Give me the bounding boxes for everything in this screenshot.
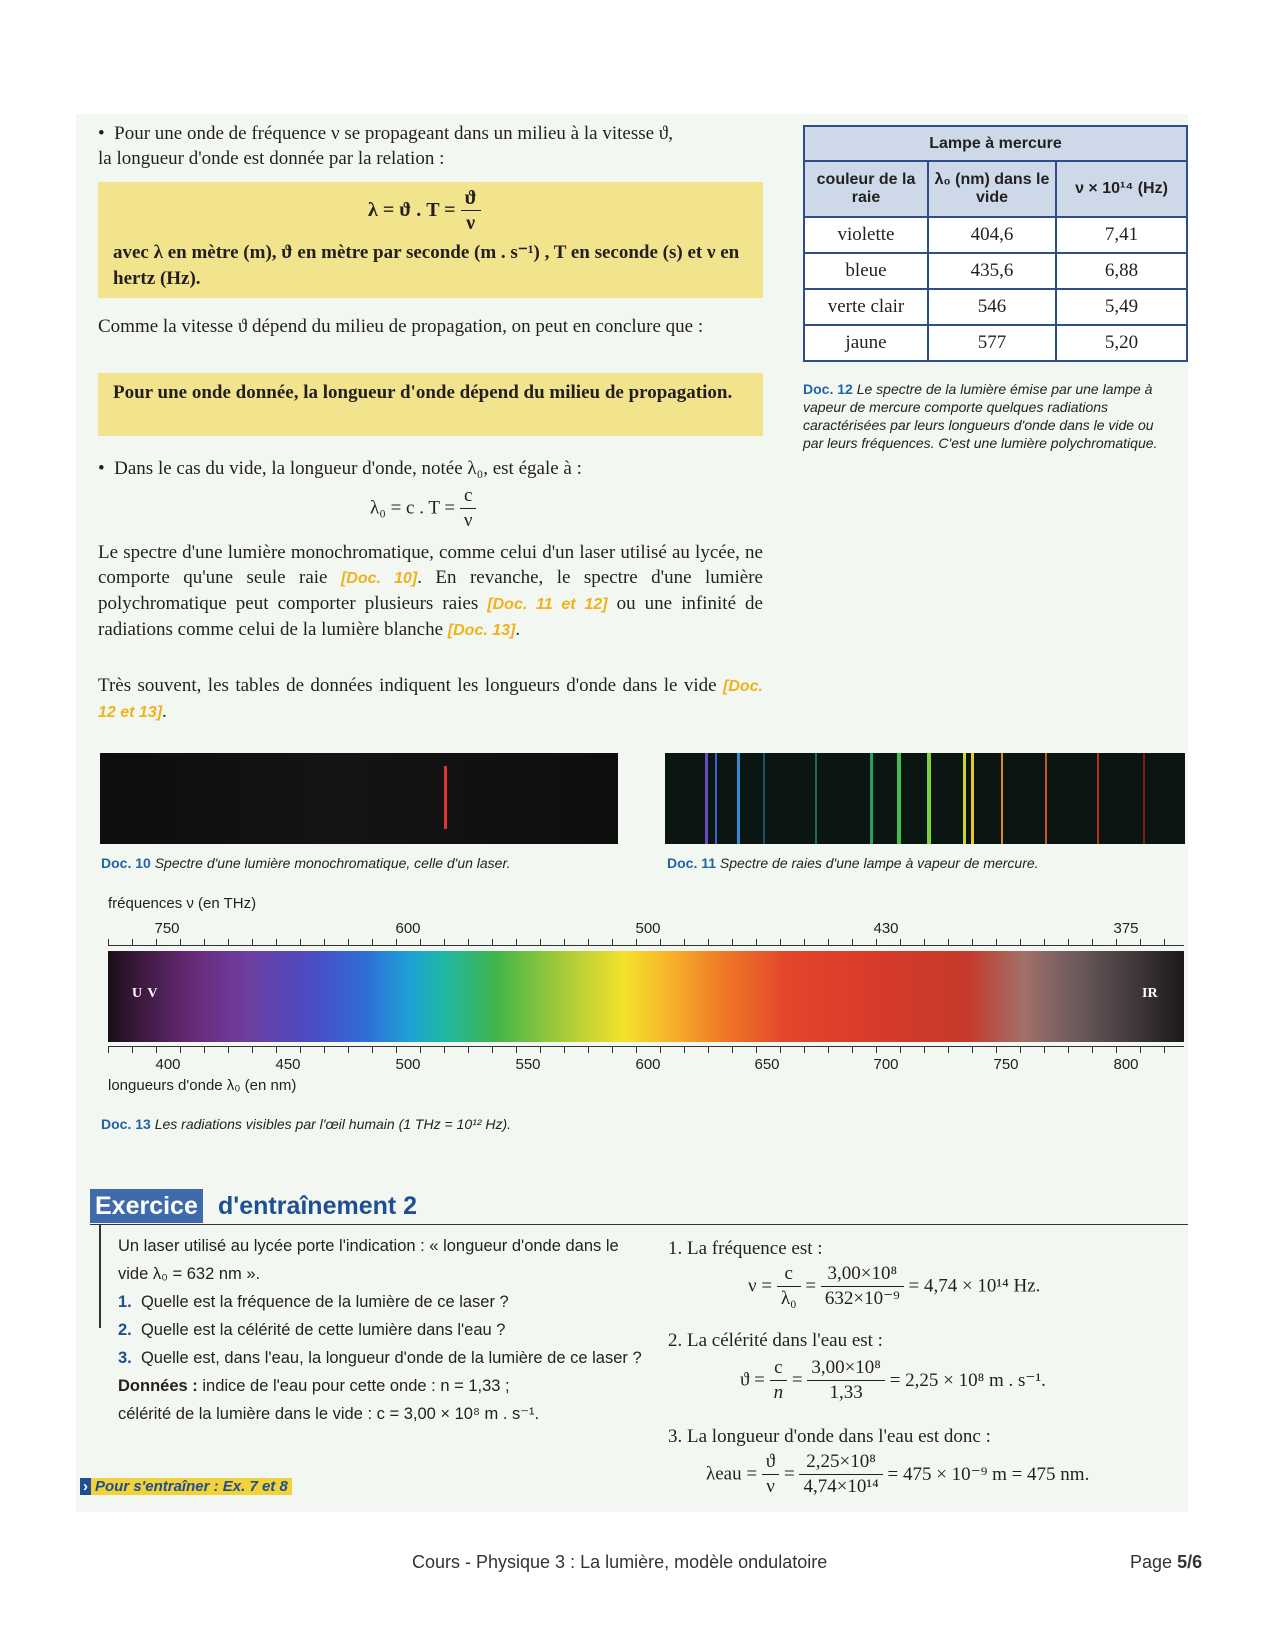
- exercise-left-rule: [99, 1224, 101, 1328]
- wavelength-axis-label: longueurs d'onde λ₀ (en nm): [108, 1077, 297, 1094]
- wl-tick: [372, 1046, 373, 1053]
- doc11-12-ref[interactable]: [Doc. 11 et 12]: [487, 596, 608, 613]
- wl-tick: [588, 1046, 589, 1053]
- wl-tick: [996, 1046, 997, 1053]
- wl-tick: [468, 1046, 469, 1053]
- wl-tick-label: 700: [873, 1056, 899, 1073]
- wl-tick: [396, 1046, 397, 1053]
- table-row: jaune 577 5,20: [804, 325, 1187, 361]
- answer-2-formula: ϑ = $\frac{c}{n}$ = $\frac{\text{3,00×10⁸}}{1,33}$ = 2,25 × 10⁸ m . s⁻¹.: [740, 1357, 1046, 1403]
- footer-course-title: Cours - Physique 3 : La lumière, modèle ondulatoire: [412, 1552, 828, 1572]
- wl-tick: [612, 1046, 613, 1053]
- doc12-13-ref[interactable]: [Doc. 12 et 13]: [98, 678, 763, 721]
- wl-tick: [756, 1046, 757, 1053]
- exercise-rule: [90, 1224, 1188, 1225]
- wl-tick: [348, 1046, 349, 1053]
- mercury-spectrum-image: [665, 753, 1185, 844]
- wl-tick: [324, 1046, 325, 1053]
- wl-tick: [948, 1046, 949, 1053]
- wl-tick-label: 400: [155, 1056, 181, 1073]
- wl-tick: [1116, 1046, 1117, 1053]
- footer-page-number: Page 5/6: [1130, 1552, 1203, 1572]
- wl-tick: [516, 1046, 517, 1053]
- wl-tick: [804, 1046, 805, 1053]
- visible-spectrum-band: [108, 951, 1184, 1042]
- intro-paragraph: • Pour une onde de fréquence ν se propageant dans un milieu à la vitesse ϑ, la longueur d'onde est donnée par la relation :: [98, 123, 673, 169]
- table-row: violette 404,6 7,41: [804, 217, 1187, 253]
- doc12-caption: Doc. 12 Le spectre de la lumière émise par une lampe à vapeur de mercure comporte quelques radiations caractérisées par leurs longueurs d'onde dans le vide ou par leurs fréquences. C'est une lumière polychromatique.: [803, 381, 1158, 451]
- laser-line: [444, 766, 447, 829]
- wl-tick: [852, 1046, 853, 1053]
- wl-tick-label: 600: [635, 1056, 661, 1073]
- wl-tick: [636, 1046, 637, 1053]
- answer-1-formula: ν = $\frac{c}{\text{λ₀}}$ = $\frac{\text{3,00×10⁸}}{\text{632×10⁻⁹}}$ = 4,74 × 10¹⁴ Hz.: [748, 1263, 1041, 1309]
- freq-tick-label: 600: [395, 920, 421, 937]
- answer-3-title: 3. La longueur d'onde dans l'eau est donc :: [668, 1426, 991, 1447]
- header-lambda: λ₀ (nm) dans le vide: [928, 161, 1056, 217]
- vide-formula: λ₀ = c . T = $\frac{c}{\nu}$: [370, 484, 476, 533]
- wl-tick: [1140, 1046, 1141, 1053]
- wl-tick: [156, 1046, 157, 1053]
- header-frequency: ν × 10¹⁴ (Hz): [1056, 161, 1187, 217]
- header-couleur: couleur de la raie: [804, 161, 928, 217]
- doc13-ref[interactable]: [Doc. 13]: [447, 622, 516, 639]
- units-statement: avec λ en mètre (m), ϑ en mètre par seconde (m . s⁻¹) , T en seconde (s) et ν en hertz (Hz).: [113, 242, 740, 289]
- question-3: 3. Quelle est, dans l'eau, la longueur d'onde de la lumière de ce laser ?: [118, 1349, 642, 1367]
- wl-tick: [972, 1046, 973, 1053]
- wl-tick: [708, 1046, 709, 1053]
- wl-tick: [1068, 1046, 1069, 1053]
- wavelength-axis-line: [108, 1046, 1184, 1047]
- doc13-caption: Doc. 13 Les radiations visibles par l'œil humain (1 THz = 10¹² Hz).: [101, 1116, 511, 1132]
- answer-2-title: 2. La célérité dans l'eau est :: [668, 1330, 883, 1351]
- wl-tick: [180, 1046, 181, 1053]
- statement-text: Un laser utilisé au lycée porte l'indication : « longueur d'onde dans le vide λ₀ = 632 nm ».: [118, 1237, 619, 1283]
- question-1: 1. Quelle est la fréquence de la lumière de ce laser ?: [118, 1293, 509, 1311]
- exercise-statement: [118, 1232, 646, 1428]
- wl-tick-label: 500: [395, 1056, 421, 1073]
- wl-tick: [108, 1046, 109, 1053]
- table-title: Lampe à mercure: [804, 126, 1187, 161]
- uv-label: U V: [132, 986, 159, 1001]
- question-2: 2. Quelle est la célérité de cette lumière dans l'eau ?: [118, 1321, 506, 1339]
- doc10-caption: Doc. 10 Spectre d'une lumière monochromatique, celle d'un laser.: [101, 855, 511, 871]
- exercise-title: d'entraînement 2: [218, 1192, 418, 1220]
- wl-tick-label: 800: [1113, 1056, 1139, 1073]
- wl-tick: [444, 1046, 445, 1053]
- wl-tick: [132, 1046, 133, 1053]
- wavelength-formula: λ = ϑ . T = $\frac{ϑ}{\nu}$: [368, 186, 481, 235]
- wl-tick-label: 550: [515, 1056, 541, 1073]
- doc10-ref[interactable]: [Doc. 10]: [340, 570, 418, 587]
- wl-tick: [684, 1046, 685, 1053]
- wl-tick: [732, 1046, 733, 1053]
- wl-tick: [828, 1046, 829, 1053]
- wl-tick: [252, 1046, 253, 1053]
- donnees-2: célérité de la lumière dans le vide : c = 3,00 × 10⁸ m . s⁻¹.: [118, 1405, 540, 1423]
- spectrum-paragraph: Le spectre d'une lumière monochromatique, comme celui d'un laser utilisé au lycée, ne comporte qu'une seule raie [Doc. 10]. En revanche, le spectre d'une lumière polychromatique peut comporter plusieurs raies [Doc. 11 et 12] ou une infinité de radiations comme celui de la lumière blanche [Doc. 13].: [98, 542, 763, 640]
- freq-tick-label: 500: [635, 920, 661, 937]
- wl-tick: [780, 1046, 781, 1053]
- wl-tick: [876, 1046, 877, 1053]
- freq-tick-label: 750: [154, 920, 180, 937]
- wl-tick: [564, 1046, 565, 1053]
- propagation-paragraph: Comme la vitesse ϑ dépend du milieu de propagation, on peut en conclure que :: [98, 316, 704, 337]
- doc11-caption: Doc. 11 Spectre de raies d'une lampe à vapeur de mercure.: [667, 855, 1039, 871]
- practice-link[interactable]: › Pour s'entraîner : Ex. 7 et 8: [80, 1476, 292, 1498]
- wl-tick: [1092, 1046, 1093, 1053]
- answer-3-formula: λeau = $\frac{ϑ}{\nu}$ = $\frac{\text{2,25×10⁸}}{\text{4,74×10¹⁴}}$ = 475 × 10⁻⁹ m = 475 nm.: [706, 1451, 1090, 1497]
- wl-tick: [300, 1046, 301, 1053]
- wl-tick: [924, 1046, 925, 1053]
- wl-tick: [492, 1046, 493, 1053]
- freq-tick-label: 375: [1113, 920, 1139, 937]
- wl-tick: [540, 1046, 541, 1053]
- wl-tick: [660, 1046, 661, 1053]
- wl-tick: [1164, 1046, 1165, 1053]
- wl-tick-label: 750: [993, 1056, 1019, 1073]
- table-row: bleue 435,6 6,88: [804, 253, 1187, 289]
- donnees: Données : indice de l'eau pour cette onde : n = 1,33 ;: [118, 1377, 510, 1395]
- answer-1-title: 1. La fréquence est :: [668, 1238, 823, 1259]
- wl-tick: [276, 1046, 277, 1053]
- tables-paragraph: Très souvent, les tables de données indiquent les longueurs d'onde dans le vide [Doc. 12 et 13].: [98, 675, 763, 722]
- wl-tick: [420, 1046, 421, 1053]
- conclusion-statement: Pour une onde donnée, la longueur d'onde dépend du milieu de propagation.: [113, 382, 733, 403]
- frequency-axis-line: [108, 945, 1184, 946]
- wl-tick-label: 450: [275, 1056, 301, 1073]
- monochromatic-spectrum-image: [100, 753, 618, 844]
- vide-paragraph: • Dans le cas du vide, la longueur d'onde, notée λ₀, est égale à :: [98, 458, 582, 479]
- wl-tick: [900, 1046, 901, 1053]
- exercise-tag: Exercice: [90, 1189, 203, 1223]
- wl-tick: [204, 1046, 205, 1053]
- wl-tick-label: 650: [754, 1056, 780, 1073]
- frequency-axis-label: fréquences ν (en THz): [108, 895, 257, 912]
- freq-tick-label: 430: [873, 920, 899, 937]
- ir-label: IR: [1142, 986, 1158, 1001]
- table-row: verte clair 546 5,49: [804, 289, 1187, 325]
- wl-tick: [1020, 1046, 1021, 1053]
- wl-tick: [1044, 1046, 1045, 1053]
- wl-tick: [228, 1046, 229, 1053]
- chevron-right-icon: ›: [80, 1478, 91, 1495]
- mercury-lamp-table: [803, 125, 1188, 362]
